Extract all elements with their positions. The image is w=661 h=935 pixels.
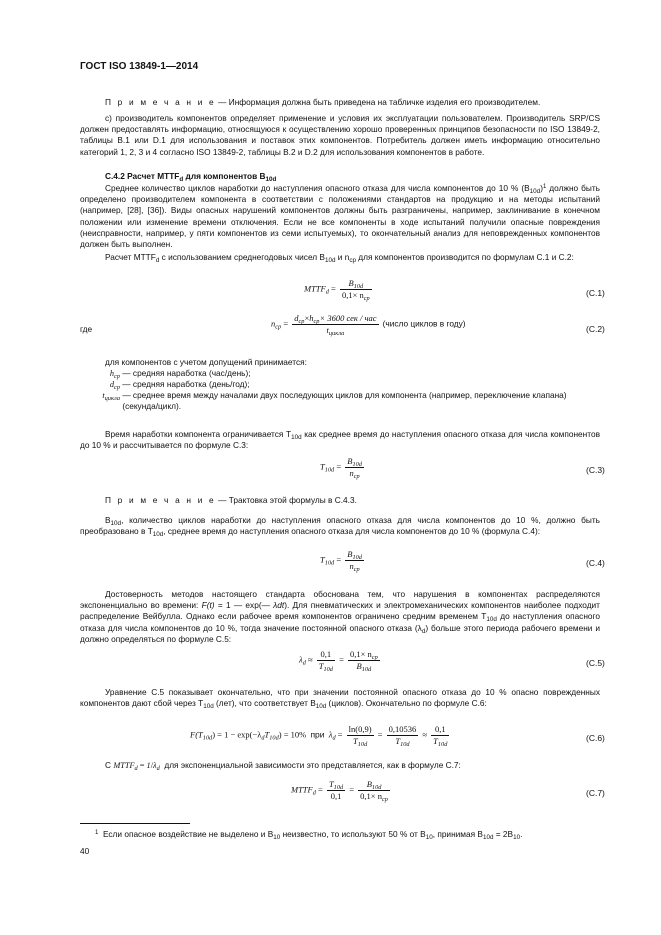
paragraph-b10d: $B_{10d}$, количество циклов наработки до наступления опасного отказа для числа компонентов до 10 %, должно быть преобразовано в $T_{10d}$, среднее время до наступления опасного отказа для числа компонентов до 10 % (формула C.4):	[80, 515, 600, 539]
formula-c3: $T_{10d}$ = $\frac{B_{10d}}{n_{ср}}$	[320, 456, 362, 480]
formula-c6-number: (C.6)	[586, 733, 605, 743]
formula-c3-number: (C.3)	[586, 465, 605, 475]
document-header: ГОСТ ISO 13849-1—2014	[80, 61, 199, 72]
note-2: П р и м е ч а н и е — Трактовка этой формулы в C.4.3.	[105, 495, 357, 505]
where-label: где	[80, 324, 93, 334]
formula-c7-number: (C.7)	[586, 788, 605, 798]
section-heading: C.4.2 Расчет $MTTF_d$ для компонентов $B_{10d}$	[105, 171, 277, 183]
formula-c7: $MTTF_d$ = $\frac{T_{10d}}{0,1}$ = $\frac{B_{10d}}{0,1\times n_{ср}}$	[291, 779, 388, 803]
paragraph-c: c) производитель компонентов определяет применение и условия их эксплуатации пользователем. Производитель SRP/CS должен предоставлять информацию, относящуюся к осуществлению хорошо проверенных принципов безопасности по ISO 13849-2, таблицы B.1 или D.1 для использования и поставок этих компонентов. Потребитель должен иметь информацию относительно категорий 1, 2, 3 и 4 согласно ISO 13849-2, таблицы B.2 и D.2 для использования компонентов в работе.	[80, 113, 600, 157]
formula-c6: $F(T_{10d}) = 1 - \exp(-\lambda_dT_{10d}) = 10\%$ при $\lambda_d$ = $\frac{\ln(0,9)}{T_{10d}}$ = $\frac{0,10536}{T_{10d}}$ ≈ $\frac{0,1}{T_{10d}}$	[190, 724, 448, 748]
paragraph-equation-c5: Уравнение C.5 показывает окончательно, что при значении постоянной опасного отказа до 10 % опасно поврежденных компонентов дают сбой через $T_{10d}$ (лет), что соответствует $B_{10d}$ (циклов). Окончательно по формуле C.6:	[80, 687, 600, 711]
paragraph-reliability: Достоверность методов настоящего стандарта обоснована тем, что нарушения в компонентах распределяются экспоненциально во времени: F(t) = 1 — exp(— λdt). Для пневматических и электромеханических компонентов наиболее подходит распределение Вейбулла. Однако если рабочее время компонентов ограничено средним временем $T_{10d}$ до наступления опасного отказа для числа компонентов до 10 %, тогда значение постоянной опасного отказа $(\lambda_d)$ больше этого периода рабочего времени и должно определяться по формуле C.5:	[80, 589, 600, 644]
footnote: $^1$ Если опасное воздействие не выделено и $B_{10}$ неизвестно, то используют 50 % от $B_{10}$, принимая $B_{10d} = 2B_{10}$.	[95, 829, 523, 841]
formula-c5: $\lambda_d$ ≈ $\frac{0,1}{T_{10d}}$ = $\frac{0,1\times n_{ср}}{B_{10d}}$	[299, 649, 378, 673]
paragraph-average-cycles: Среднее количество циклов наработки до наступления опасного отказа для числа компонентов до 10 % $(B_{10d})^1$ должно быть определено производителем компонента в соответствии с положениями стандартов на продукцию и на методы испытаний (например, [28], [36]). Виды опасных нарушений компонентов должны быть разграничены, например, заклинивание в конечном положении или изменение времени отключения. Если не все компоненты в ходе испытаний получили опасные повреждения (неисправности, например, у пяти компонентов из семи испытуемых), то окончательный анализ для неповрежденных компонентов должен быть выполнен.	[80, 183, 601, 250]
footnote-separator	[80, 823, 190, 824]
legend-intro: для компонентов с учетом допущений принимается:	[105, 357, 307, 367]
formula-c2-number: (C.2)	[586, 324, 605, 334]
page-number: 40	[80, 846, 90, 856]
legend-item: $h_{ср}$ — средняя наработка (час/день);	[109, 368, 251, 380]
paragraph-calculation: Расчет $MTTF_d$ с использованием среднегодовых чисел $B_{10d}$ и $n_{ср}$ для компонентов производится по формулам C.1 и C.2:	[105, 252, 574, 264]
formula-c1: $MTTF_d$ = $\frac{B_{10d}}{0,1\times n_{ср}}$	[304, 278, 370, 302]
note-1: П р и м е ч а н и е — Информация должна быть приведена на табличке изделия его производителем.	[105, 97, 541, 107]
formula-c2: $n_{ср}$ = $\frac{d_{ср}\times h_{ср}\times 3600 сек / час}{t_{цикла}}$ (число циклов в году)	[271, 313, 466, 337]
legend-item: $t_{цикла}$ — среднее время между началами двух последующих циклов для компонента (например, переключение клапана) (секунда/цикл).	[102, 390, 567, 412]
paragraph-mttf-intro: С $MTTF_d = 1/\lambda_d$ для экспоненциальной зависимости это представляется, как в формуле C.7:	[105, 760, 461, 772]
legend-item: $d_{ср}$ — средняя наработка (день/год);	[109, 379, 250, 391]
formula-c5-number: (C.5)	[586, 658, 605, 668]
formula-c1-number: (C.1)	[586, 288, 605, 298]
formula-c4-number: (C.4)	[586, 558, 605, 568]
paragraph-operating-time: Время наработки компонента ограничивается $T_{10d}$ как среднее время до наступления опасного отказа для числа компонентов до 10 % и рассчитывается по формуле C.3:	[80, 429, 600, 451]
formula-c4: $T_{10d}$ = $\frac{B_{10d}}{n_{ср}}$	[320, 549, 362, 573]
